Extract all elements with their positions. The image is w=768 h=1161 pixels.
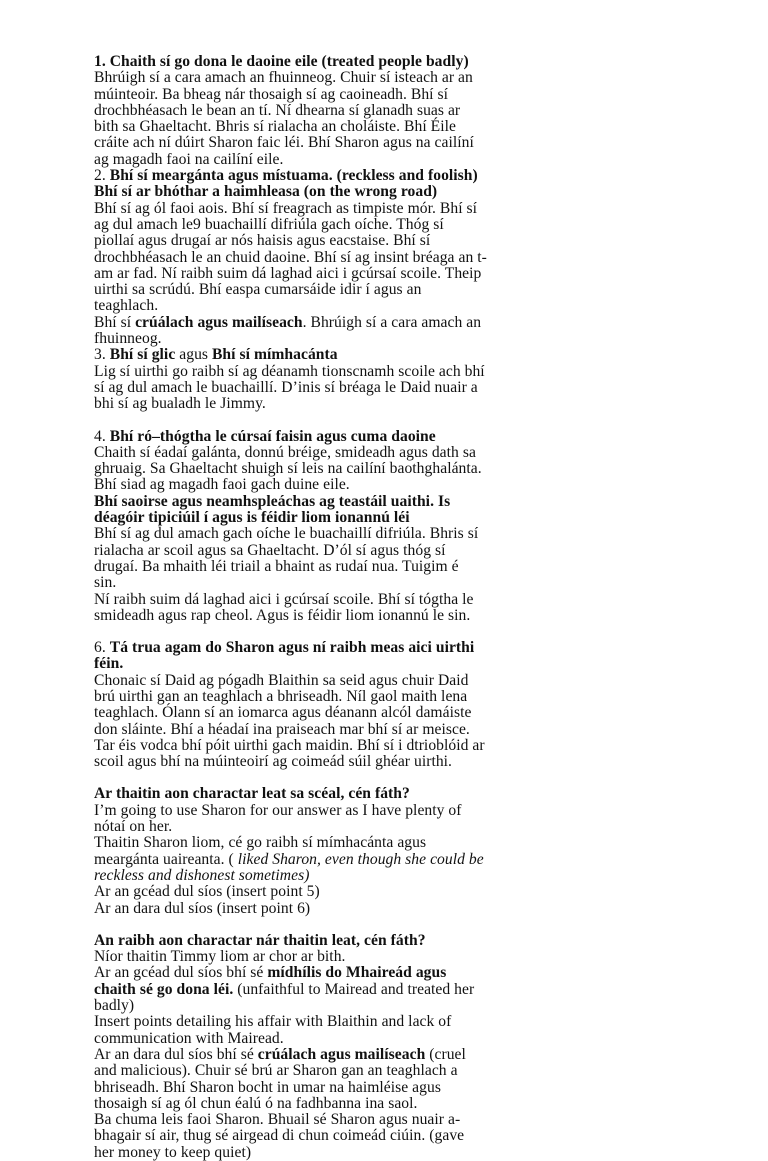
text-line [94,217,688,233]
text-line [94,852,688,868]
body-text: teaghlach. [94,297,159,315]
body-text: brú uirthi gan an teaghlach a bhriseadh. Níl gaol maith lena [94,687,468,705]
text-line [94,1063,688,1079]
body-text: don sláinte. Bhí a héadaí ina praiseach mar bhí sí ar meisce. [94,720,470,738]
body-text: Bhí sí [94,313,136,331]
text-line [94,689,688,705]
text-line [94,786,688,802]
body-text: teaghlach. Ólann sí an iomarca agus déanann alcól damáiste [94,704,472,722]
text-line [94,70,688,86]
text-line [94,298,688,314]
body-text: I’m going to use Sharon for our answer as I have plenty of [94,801,462,819]
text-line [94,396,688,412]
body-text: uirthi sa scrúdú. Bhí easpa cumarsáide idir í agus an [94,281,422,299]
bold-text: 1. [94,53,110,70]
text-line [94,477,688,493]
italic-text: liked Sharon, even though she could be [237,850,484,868]
text-line [94,331,688,347]
text-line [94,673,688,689]
body-text: Ar an dara dul síos (insert point 6) [94,899,311,917]
body-text: ag magadh faoi na cailíní eile. [94,150,284,168]
body-text: fhuinneog. [94,330,162,348]
paragraph-gap [94,917,688,933]
text-line [94,380,688,396]
text-line [94,184,688,200]
text-line [94,1145,688,1161]
text-line [94,819,688,835]
body-text: Bhí siad ag magadh faoi gach duine eile. [94,476,350,494]
body-text: am ar fad. Ní raibh suim dá laghad aici i gcúrsaí scoile. Theip [94,264,482,282]
text-line [94,103,688,119]
bold-text: Bhí saoirse agus neamhspleáchas ag teastáil uaithi. Is [94,492,451,510]
bold-text: féin. [94,655,124,673]
bold-text: Ar thaitin aon charactar leat sa scéal, cén fáth? [94,785,410,803]
text-line [94,54,688,70]
text-line [94,656,688,672]
body-text: Chonaic sí Daid ag pógadh Blaithin sa seid agus chuir Daid [94,671,469,689]
bold-text: Bhí sí ar bhóthar a haimhleasa (on the wrong road) [94,183,438,201]
bold-text: Bhí sí meargánta agus místuama. (reckless and foolish) [109,167,478,185]
bold-text: crúálach agus mailíseach [135,313,303,331]
text-line [94,738,688,754]
text-line [94,1128,688,1144]
body-text: bhagair sí air, thug sé airgead di chun coimeád ciúin. (gave [94,1127,465,1145]
text-line [94,1031,688,1047]
body-text: 2. [94,167,110,185]
text-line [94,1096,688,1112]
body-text: Lig sí uirthi go raibh sí ag déanamh tionscnamh scoile ach bhí [94,362,485,380]
text-line [94,364,688,380]
body-text: sin. [94,574,117,592]
body-text: ghruaig. Sa Ghaeltacht shuigh sí leis na cailíní baothghalánta. [94,460,482,478]
text-line [94,1047,688,1063]
body-text: Níor thaitin Timmy liom ar chor ar bith. [94,948,346,966]
bold-text: Bhí sí glic [109,346,176,364]
text-line [94,429,688,445]
text-line [94,168,688,184]
body-text: badly) [94,997,135,1015]
body-text: meargánta uaireanta. ( [94,850,238,868]
text-line [94,803,688,819]
paragraph-gap [94,413,688,429]
text-line [94,315,688,331]
body-text: rialacha ar scoil agus sa Ghaeltacht. D’ól sí agus thóg sí [94,541,446,559]
body-text: múinteoir. Ba bheag nár thosaigh sí ag caoineadh. Bhí sí [94,85,449,103]
bold-text: mídhílis do Mhaireád agus [267,964,447,982]
body-text: her money to keep quiet) [94,1143,252,1161]
body-text: 6. [94,639,110,657]
text-line [94,575,688,591]
body-text: Bhí sí ag ól faoi aois. Bhí sí freagrach as timpiste mór. Bhí sí [94,199,478,217]
text-line [94,347,688,363]
text-line [94,884,688,900]
text-line [94,982,688,998]
text-line [94,949,688,965]
text-line [94,965,688,981]
text-line [94,835,688,851]
text-line [94,152,688,168]
text-line [94,901,688,917]
body-text: nótaí on her. [94,818,173,836]
body-text: agus [175,346,212,364]
text-line [94,1014,688,1030]
body-text: (unfaithful to Mairead and treated her [233,980,475,998]
italic-text: reckless and dishonest sometimes) [94,866,310,884]
text-line [94,461,688,477]
text-line [94,266,688,282]
body-text: and malicious). Chuir sé brú ar Sharon gan an teaghlach a [94,1062,458,1080]
body-text: Ar an dara dul síos bhí sé [94,1045,258,1063]
text-line [94,445,688,461]
body-text: Insert points detailing his affair with Blaithin and lack of [94,1013,452,1031]
text-line [94,1080,688,1096]
bold-text: Tá trua agam do Sharon agus ní raibh meas aici uirthi [109,639,475,657]
body-text: . Bhrúigh sí a cara amach an [302,313,482,331]
body-text: piollaí agus drugaí ar nós haisis agus eacstaise. Bhí sí [94,232,431,250]
text-line [94,119,688,135]
bold-text: Bhí ró–thógtha le cúrsaí faisin agus cuma daoine [109,427,436,445]
paragraph-gap [94,624,688,640]
text-line [94,510,688,526]
text-line [94,592,688,608]
body-text: drochbhéasach le bean an tí. Ní dhearna sí glanadh suas ar [94,101,461,119]
body-text: drochbhéasach le an chuid daoine. Bhí sí ag insint bréaga an t- [94,248,487,266]
body-text: communication with Mairead. [94,1029,284,1047]
text-line [94,282,688,298]
bold-text: An raibh aon charactar nár thaitin leat, cén fáth? [94,931,426,949]
body-text: thosaigh sí ag ól chun éalú ó na fadhbanna ina saol. [94,1094,418,1112]
text-line [94,559,688,575]
body-text: smideadh agus rap cheol. Agus is féidir liom ionannú le sin. [94,606,471,624]
body-text: ag dul amach le9 buachaillí difriúla gach oíche. Thóg sí [94,215,444,233]
body-text: Ní raibh suim dá laghad aici i gcúrsaí scoile. Bhí sí tógtha le [94,590,474,608]
text-line [94,87,688,103]
text-line [94,608,688,624]
body-text: 4. [94,427,110,445]
text-line [94,754,688,770]
text-line [94,526,688,542]
text-line [94,494,688,510]
text-line [94,933,688,949]
body-text: (cruel [425,1045,466,1063]
paragraph-gap [94,770,688,786]
body-text: Thaitin Sharon liom, cé go raibh sí mímhacánta agus [94,834,427,852]
text-line [94,543,688,559]
body-text: scoil agus bhí na múinteoirí ag coimeád súil ghéar uirthi. [94,753,453,771]
body-text: Bhrúigh sí a cara amach an fhuinneog. Chuir sí isteach ar an [94,69,473,87]
bold-text: Bhí sí mímhacánta [211,346,338,364]
body-text: cráite ach ní dúirt Sharon faic léi. Bhí Sharon agus na cailíní [94,134,474,152]
body-text: bhriseadh. Bhí Sharon bocht in umar na haimléise agus [94,1078,441,1096]
body-text: Tar éis vodca bhí póit uirthi gach maidin. Bhí sí i dtrioblóid ar [94,736,485,754]
text-line [94,722,688,738]
body-text: Ba chuma leis faoi Sharon. Bhuail sé Sharon agus nuair a- [94,1111,461,1129]
bold-text: Chaith sí go dona le daoine eile (treated people badly) [109,53,469,70]
text-line [94,250,688,266]
body-text: Ar an gcéad dul síos bhí sé [94,964,268,982]
body-text: Bhí sí ag dul amach gach oíche le buachaillí difriúla. Bhris sí [94,525,479,543]
text-line [94,135,688,151]
text-line [94,705,688,721]
text-line [94,233,688,249]
bold-text: crúálach agus mailíseach [257,1045,426,1063]
body-text: Ar an gcéad dul síos (insert point 5) [94,883,320,901]
body-text: drugaí. Ba mhaith léi triail a bhaint as rudaí nua. Tuigim é [94,557,459,575]
body-text: Chaith sí éadaí galánta, donnú bréige, smideadh agus dath sa [94,443,476,461]
text-line [94,1112,688,1128]
body-text: bith sa Ghaeltacht. Bhris sí rialacha an choláiste. Bhí Éile [94,118,456,136]
bold-text: chaith sé go dona léi. [94,980,234,998]
body-text: 3. [94,346,110,364]
bold-text: déagóir tipiciúil í agus is féidir liom ionannú léi [94,509,410,527]
body-text: bhi sí ag bualadh le Jimmy. [94,395,266,413]
text-line [94,868,688,884]
text-line [94,201,688,217]
body-text: sí ag dul amach le buachaillí. D’inis sí bréaga le Daid nuair a [94,378,478,396]
text-line [94,640,688,656]
text-line [94,998,688,1014]
